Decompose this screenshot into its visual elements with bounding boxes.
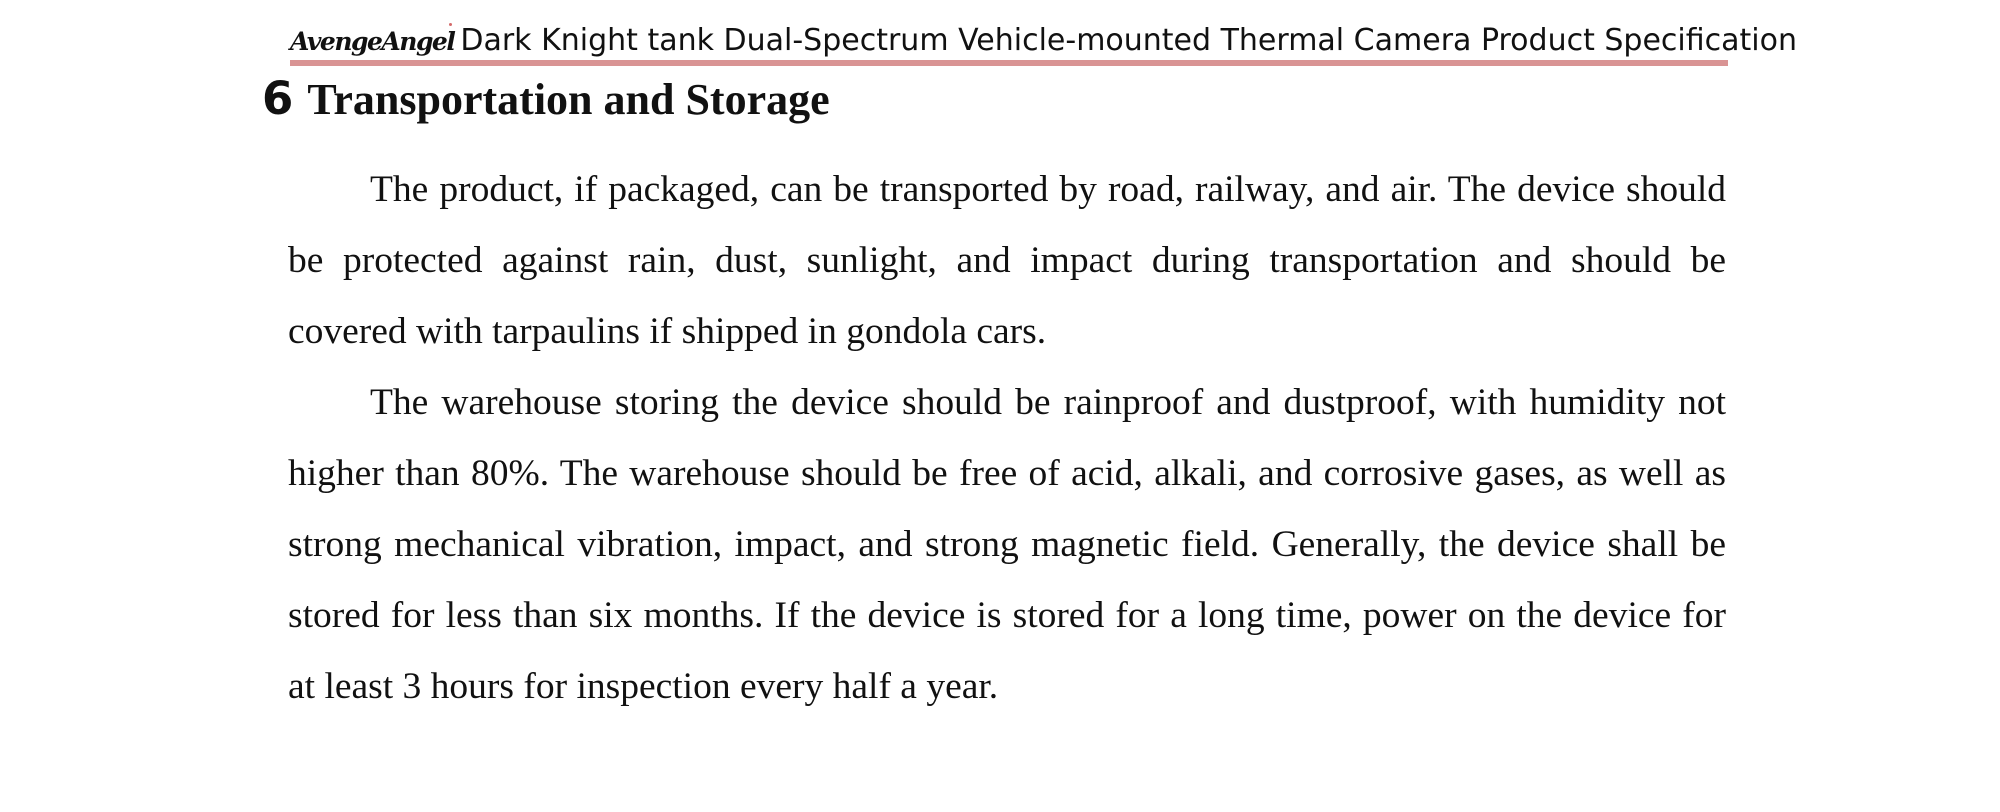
header-content xyxy=(290,14,1797,60)
header-divider xyxy=(290,60,1728,66)
section-heading xyxy=(262,72,830,125)
page-header xyxy=(290,14,1797,66)
section-title: Transportation and Storage xyxy=(307,75,830,124)
document-title: Dark Knight tank Dual-Spectrum Vehicle-mounted Thermal Camera Product Specification xyxy=(460,23,1797,58)
paragraph-storage: The warehouse storing the device should be rainproof and dustproof, with humidity not higher than 80%. The warehouse should be free of acid, alkali, and corrosive gases, as well as strong mechanical vibration, impact, and strong magnetic field. Generally, the device shall be stored for less than six months. If the device is stored for a long time, power on the device for at least 3 hours for inspection every half a year. xyxy=(288,382,1726,707)
section-number: 6 xyxy=(262,72,294,125)
paragraph-transportation: The product, if packaged, can be transported by road, railway, and air. The device should be protected against rain, dust, sunlight, and impact during transportation and should be covered with tarpaulins if shipped in gondola cars. xyxy=(288,169,1726,352)
section-body xyxy=(288,154,1726,722)
brand-logo: AvengeAngel xyxy=(290,29,454,60)
